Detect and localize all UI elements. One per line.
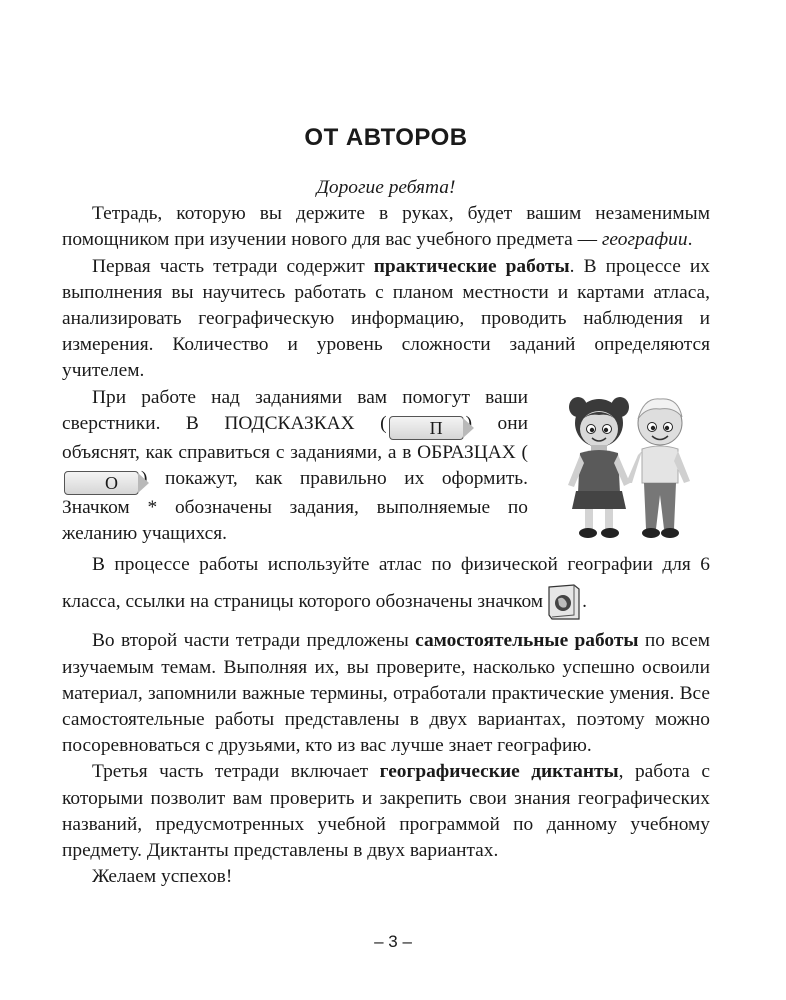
greeting: Дорогие ребята!: [316, 177, 456, 198]
paragraph-1: [62, 201, 710, 253]
body-text: [62, 175, 710, 890]
children-illustration: [540, 385, 710, 545]
sample-marker-icon: О: [64, 471, 139, 495]
girl-figure: [568, 397, 630, 538]
boy-figure: [626, 398, 690, 537]
p4-end: .: [582, 591, 587, 613]
paragraph-4: [62, 547, 710, 621]
p2-start: Первая часть тетради содержит: [92, 255, 374, 277]
page-number: – 3 –: [374, 932, 412, 951]
page-title: ОТ АВТОРОВ: [304, 124, 468, 151]
paragraph-6: [62, 759, 710, 864]
p5-bold: самостоятельные работы: [415, 630, 639, 652]
paragraph-3-wrap: [62, 385, 710, 548]
atlas-icon: [546, 583, 582, 621]
closing: Желаем успехов!: [92, 866, 233, 888]
p1-italic: географии: [601, 229, 688, 251]
p4-text: В процессе работы используйте атлас по физической географии для 6 класса, ссылки на страницы которого обозначены значком: [62, 554, 710, 613]
p5-end: по всем изучаемым темам. Выполняя их, вы проверите, насколько успешно освоили материал, запомнили важные термины, отработали практические умения. Все самостоятельные работы представлены в двух вариантах, поэтому можно посоревноваться с друзьями, кто из вас лучше знает географию.: [62, 630, 711, 757]
p3-part-b: ) они объяснят, как справиться с заданиями, а в ОБРАЗЦАХ (: [62, 412, 528, 463]
p1-end: .: [687, 229, 693, 251]
p2-end: . В процессе их выполнения вы научитесь работать с планом местности и картами атласа, анализировать географическую информацию, проводить наблюдения и измерения. Количество и уровень сложности заданий определяются учителем.: [62, 255, 710, 382]
p2-bold: практические работы: [373, 255, 570, 277]
paragraph-5: [62, 628, 710, 759]
p5-start: Во второй части тетради предложены: [92, 630, 416, 652]
p3-part-c: ) покажут, как правильно их оформить. Значком * обозначены задания, выполняемые по желанию учащихся.: [62, 468, 528, 545]
paragraph-2: [62, 254, 710, 385]
p6-start: Третья часть тетради включает: [92, 761, 380, 783]
p6-bold: географические диктанты: [379, 761, 619, 783]
hint-marker-icon: П: [389, 416, 464, 440]
p1-text: Тетрадь, которую вы держите в руках, будет вашим незаменимым помощником при изучении нового для вас учебного предмета —: [62, 203, 710, 251]
p6-end: , работа с которыми позволит вам проверить и закрепить свои знания географических названий, предусмотренных учебной программой по данному учебному предмету. Диктанты представлены в двух вариантах.: [62, 761, 711, 862]
p3-part-a: При работе над заданиями вам помогут ваши сверстники. В ПОДСКАЗКАХ (: [62, 386, 528, 434]
